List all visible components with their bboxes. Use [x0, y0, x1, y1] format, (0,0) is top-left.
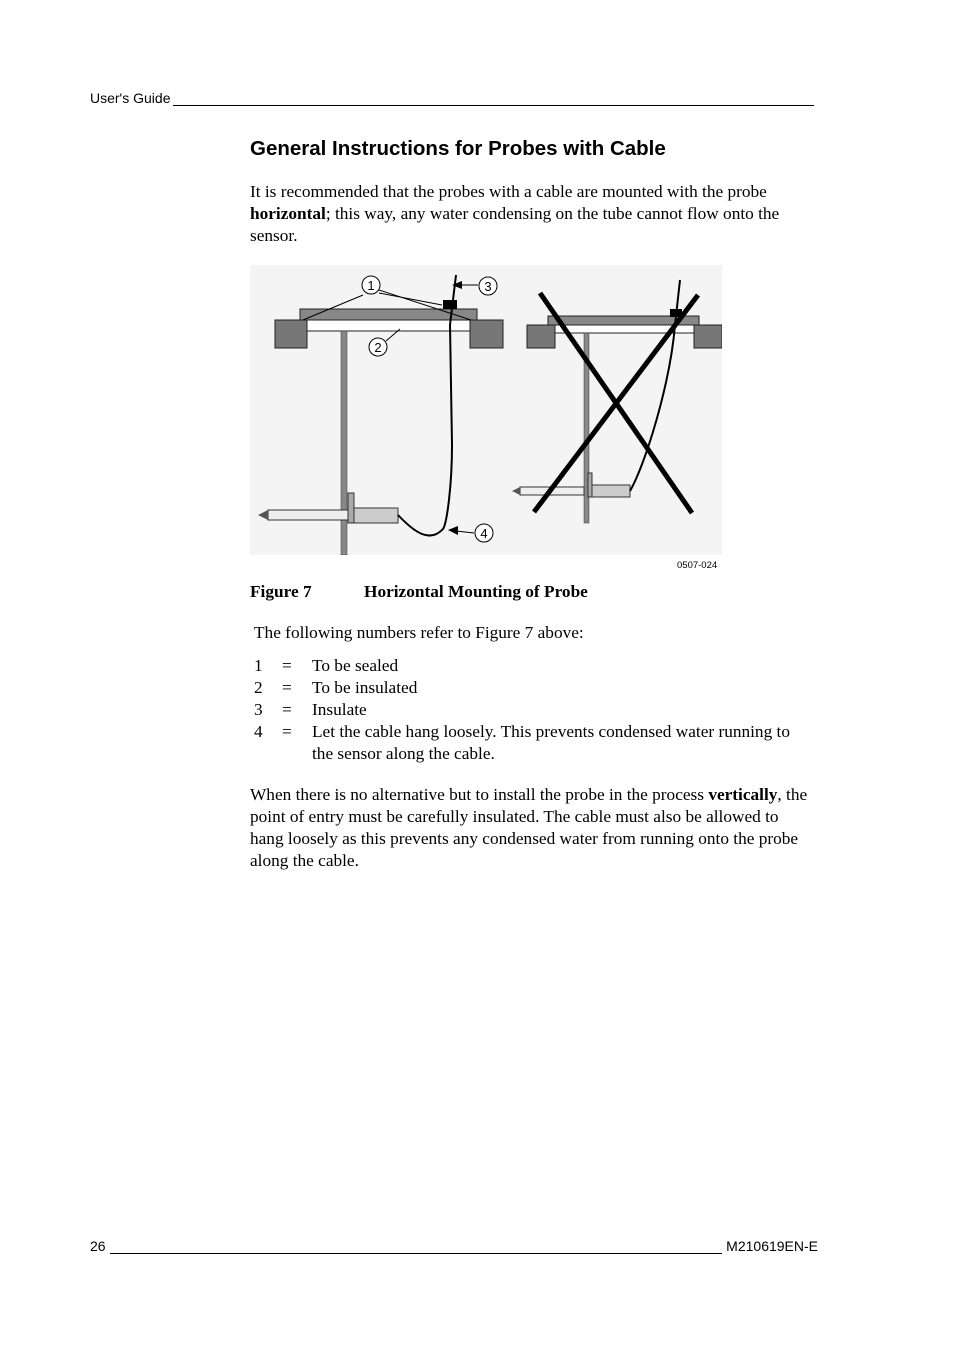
legend-equals: = — [282, 700, 292, 719]
callout-1-label: 1 — [367, 278, 375, 293]
intro-bold-horizontal: horizontal — [250, 204, 326, 223]
page-footer — [90, 1238, 818, 1254]
vertical-bold: vertically — [708, 785, 778, 804]
legend-number: 4 — [254, 722, 263, 741]
wrong-left-wall-block — [527, 325, 555, 348]
callout-legend — [254, 655, 794, 765]
figure-title: Horizontal Mounting of Probe — [364, 582, 588, 601]
intro-paragraph — [250, 181, 815, 247]
insulation-layer — [307, 320, 470, 331]
wrong-right-wall-block — [694, 325, 722, 348]
legend-equals: = — [282, 656, 292, 675]
callout-2-label: 2 — [374, 340, 382, 355]
vertical-text-1: When there is no alternative but to install the probe in the process — [250, 785, 709, 804]
wrong-probe-body — [592, 485, 630, 497]
list-intro: The following numbers refer to Figure 7 above: — [254, 623, 584, 642]
callout-3-label: 3 — [484, 279, 492, 294]
legend-text: To be sealed — [312, 656, 399, 675]
wrong-probe-flange — [588, 473, 592, 497]
probe-body — [354, 508, 398, 523]
legend-item — [254, 655, 794, 677]
intro-text-2: ; this way, any water condensing on the tube cannot flow onto the sensor. — [250, 204, 780, 245]
callout-4-label: 4 — [480, 526, 488, 541]
legend-text: To be insulated — [312, 678, 418, 697]
section-title: General Instructions for Probes with Cable — [250, 137, 666, 160]
legend-text: Insulate — [312, 700, 367, 719]
legend-item — [254, 721, 794, 765]
vertical-text-2: , the point of entry must be carefully insulated. The cable must also be allowed to hang loosely as this prevents any condensed water from running onto the probe along the cable. — [250, 785, 808, 870]
footer-rule — [110, 1240, 723, 1254]
header-rule — [173, 92, 814, 106]
page-number: 26 — [90, 1238, 106, 1254]
probe-flange — [348, 493, 354, 523]
cable-gland — [443, 300, 457, 309]
left-wall-block — [275, 320, 307, 348]
page-header — [90, 90, 814, 106]
figure-caption — [250, 582, 588, 602]
header-guide-label: User's Guide — [90, 90, 171, 106]
legend-text: Let the cable hang loosely. This prevents condensed water running to the sensor along the cable. — [312, 722, 790, 763]
legend-number: 1 — [254, 656, 263, 675]
vertical-pipe — [341, 331, 347, 555]
legend-item — [254, 699, 794, 721]
legend-equals: = — [282, 678, 292, 697]
figure-number: Figure 7 — [250, 582, 312, 601]
document-code: M210619EN-E — [726, 1238, 818, 1254]
mounting-figure — [250, 265, 722, 555]
vertical-install-paragraph — [250, 784, 815, 872]
legend-equals: = — [282, 722, 292, 741]
legend-number: 2 — [254, 678, 263, 697]
legend-item — [254, 677, 794, 699]
intro-text-1: It is recommended that the probes with a cable are mounted with the probe — [250, 182, 767, 201]
legend-number: 3 — [254, 700, 263, 719]
right-wall-block — [470, 320, 503, 348]
probe-tube — [268, 510, 348, 520]
figure-code: 0507-024 — [677, 560, 718, 571]
